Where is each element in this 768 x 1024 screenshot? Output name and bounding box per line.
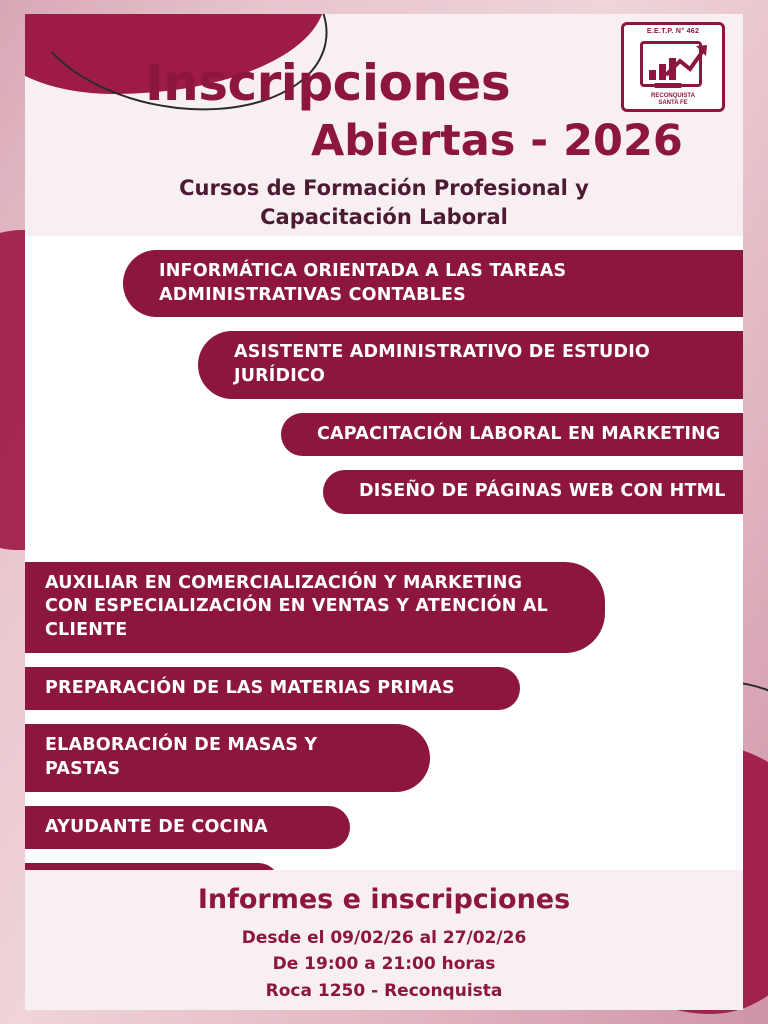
page-title-year: Abiertas - 2026 [311, 116, 683, 166]
course-list-top [25, 236, 743, 514]
logo-top-text: E.E.T.P. N° 462 [646, 28, 700, 35]
logo-bottom-text [624, 93, 722, 107]
course-pill[interactable]: AYUDANTE DE COCINA [25, 806, 350, 850]
page-subtitle-line2: Capacitación Laboral [260, 205, 508, 230]
course-pill[interactable]: ASISTENTE ADMINISTRATIVO DE ESTUDIO JURÍDICO [198, 331, 743, 398]
course-row [25, 331, 743, 398]
course-pill[interactable]: PREPARACIÓN DE LAS MATERIAS PRIMAS [25, 667, 520, 711]
course-row [25, 667, 743, 711]
footer-title: Informes e inscripciones [197, 884, 571, 915]
course-row [25, 806, 743, 850]
course-pill[interactable]: ELABORACIÓN DE MASAS Y PASTAS [25, 724, 430, 791]
poster-footer [25, 870, 743, 1010]
logo-city: RECONQUISTA [651, 92, 695, 99]
course-row [25, 562, 743, 653]
course-pill[interactable]: INFORMÁTICA ORIENTADA A LAS TAREAS ADMINISTRATIVAS CONTABLES [123, 250, 743, 317]
school-logo [621, 22, 725, 112]
course-pill[interactable]: AUXILIAR EN COMERCIALIZACIÓN Y MARKETING CON ESPECIALIZACIÓN EN VENTAS Y ATENCIÓN AL CLIENTE [25, 562, 605, 653]
course-list-bottom [25, 562, 743, 907]
footer-dates: Desde el 09/02/26 al 27/02/26 [241, 928, 527, 948]
poster-header [25, 14, 743, 236]
computer-stand [654, 83, 682, 88]
course-row [25, 413, 743, 457]
footer-address: Roca 1250 - Reconquista [265, 980, 503, 1001]
page-subtitle-line1: Cursos de Formación Profesional y [179, 176, 589, 200]
course-pill[interactable]: CAPACITACIÓN LABORAL EN MARKETING [281, 413, 743, 457]
course-pill[interactable]: DISEÑO DE PÁGINAS WEB CON HTML [323, 470, 743, 514]
footer-hours: De 19:00 a 21:00 horas [272, 954, 496, 975]
section-divider [25, 528, 743, 562]
poster-card [25, 14, 743, 1010]
course-row [25, 470, 743, 514]
page-subtitle [25, 174, 743, 233]
course-row [25, 724, 743, 791]
logo-province: SANTA FE [658, 99, 688, 106]
page-title: Inscripciones [145, 54, 511, 112]
course-row [25, 250, 743, 317]
growth-arrow-icon [664, 41, 710, 79]
